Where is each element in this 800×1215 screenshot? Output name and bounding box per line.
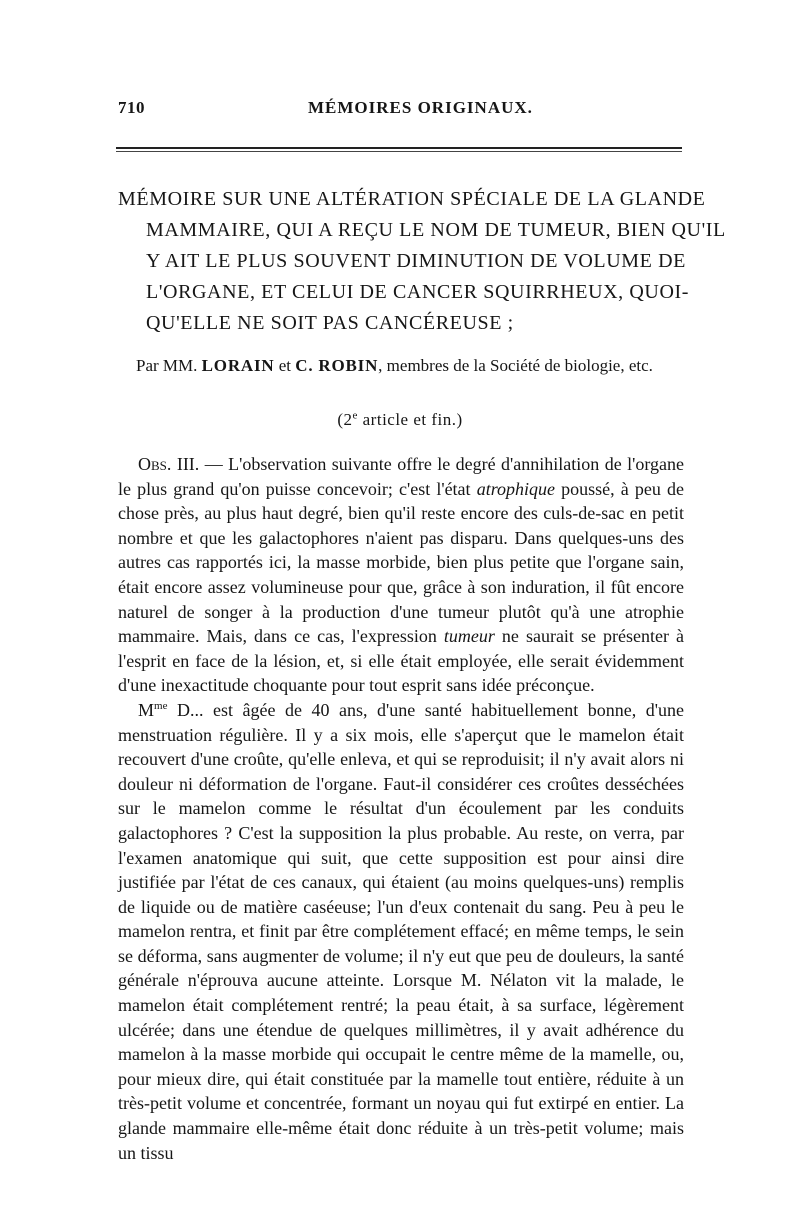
- title-line: MAMMAIRE, QUI A REÇU LE NOM DE TUMEUR, BIEN QU'IL: [146, 219, 726, 241]
- title-line: MÉMOIRE SUR UNE ALTÉRATION SPÉCIALE DE LA GLANDE: [118, 188, 706, 210]
- byline: [136, 356, 696, 376]
- article-body: [118, 452, 684, 1165]
- header-rule: [116, 147, 682, 152]
- byline-prefix: Par MM.: [136, 356, 198, 375]
- title-line: Y AIT LE PLUS SOUVENT DIMINUTION DE VOLUME DE: [146, 250, 686, 272]
- author-lorain: LORAIN: [201, 356, 275, 375]
- title-line: QU'ELLE NE SOIT PAS CANCÉREUSE ;: [146, 312, 514, 334]
- author-robin: C. ROBIN: [295, 356, 379, 375]
- byline-conj: et: [278, 356, 291, 375]
- observation-label: Obs. III.: [138, 454, 200, 474]
- paragraph: Obs. III. — L'observation suivante offre le degré d'annihilation de l'organe le plus grand qu'on puisse concevoir; c'est l'état atrophique poussé, à peu de chose près, au plus haut degré, bien qu'il reste encore des culs-de-sac en petit nombre et que les galactophores n'aient pas disparu. Dans quelques-uns des autres cas rapportés ici, la masse morbide, bien plus petite que l'organe sain, était encore assez volumineuse pour que, grâce à son induration, il fût encore naturel de songer à la production d'une tumeur plutôt qu'à une atrophie mammaire. Mais, dans ce cas, l'expression tumeur ne saurait se présenter à l'esprit en face de la lésion, et, si elle était employée, elle serait évidemment d'une inexactitude choquante pour tout esprit sans idée préconçue.: [118, 454, 685, 696]
- page-number: 710: [118, 98, 145, 117]
- article-part-note: (2e article et fin.): [337, 409, 463, 429]
- running-head: MÉMOIRES ORIGINAUX.: [308, 98, 533, 117]
- paragraph: $M^{me}$ D... est âgée de 40 ans, d'une santé habituellement bonne, d'une menstruation régulière. Il y a six mois, elle s'aperçut que le mamelon était recouvert d'une croûte, qu'elle enleva, et qui se reproduisit; il n'y avait alors ni douleur ni déformation de l'organe. Faut-il considérer ces croûtes desséchées sur le mamelon comme le résultat d'un écoulement par les conduits galactophores ? C'est la supposition la plus probable. Au reste, on verra, par l'examen anatomique qui suit, que cette supposition est pour ainsi dire justifiée par l'état de ces canaux, qui étaient (au moins quelques-uns) remplis de liquide ou de matière caséeuse; l'un d'eux contenait du sang. Peu à peu le mamelon rentra, et finit par être complétement effacé; en même temps, le sein se déforma, sans augmenter de volume; il n'y eut que peu de douleurs, la santé générale n'éprouva aucune atteinte. Lorsque M. Nélaton vit la malade, le mamelon était complétement rentré; la peau était, à sa surface, légèrement ulcérée; dans une étendue de quelques millimètres, il y avait adhérence du mamelon à la masse morbide qui occupait le centre même de la mamelle, ou, pour mieux dire, qui était constituée par la mamelle tout entière, réduite à un très-petit volume et concentrée, formant un noyau qui fut extirpé en entier. La glande mammaire elle-même était donc réduite à un très-petit volume; mais un tissu: [118, 699, 684, 1163]
- article-title: [118, 184, 726, 339]
- title-line: L'ORGANE, ET CELUI DE CANCER SQUIRRHEUX, QUOI-: [146, 281, 690, 303]
- byline-suffix: , membres de la Société de biologie, etc.: [378, 356, 653, 375]
- page-header: [118, 98, 682, 126]
